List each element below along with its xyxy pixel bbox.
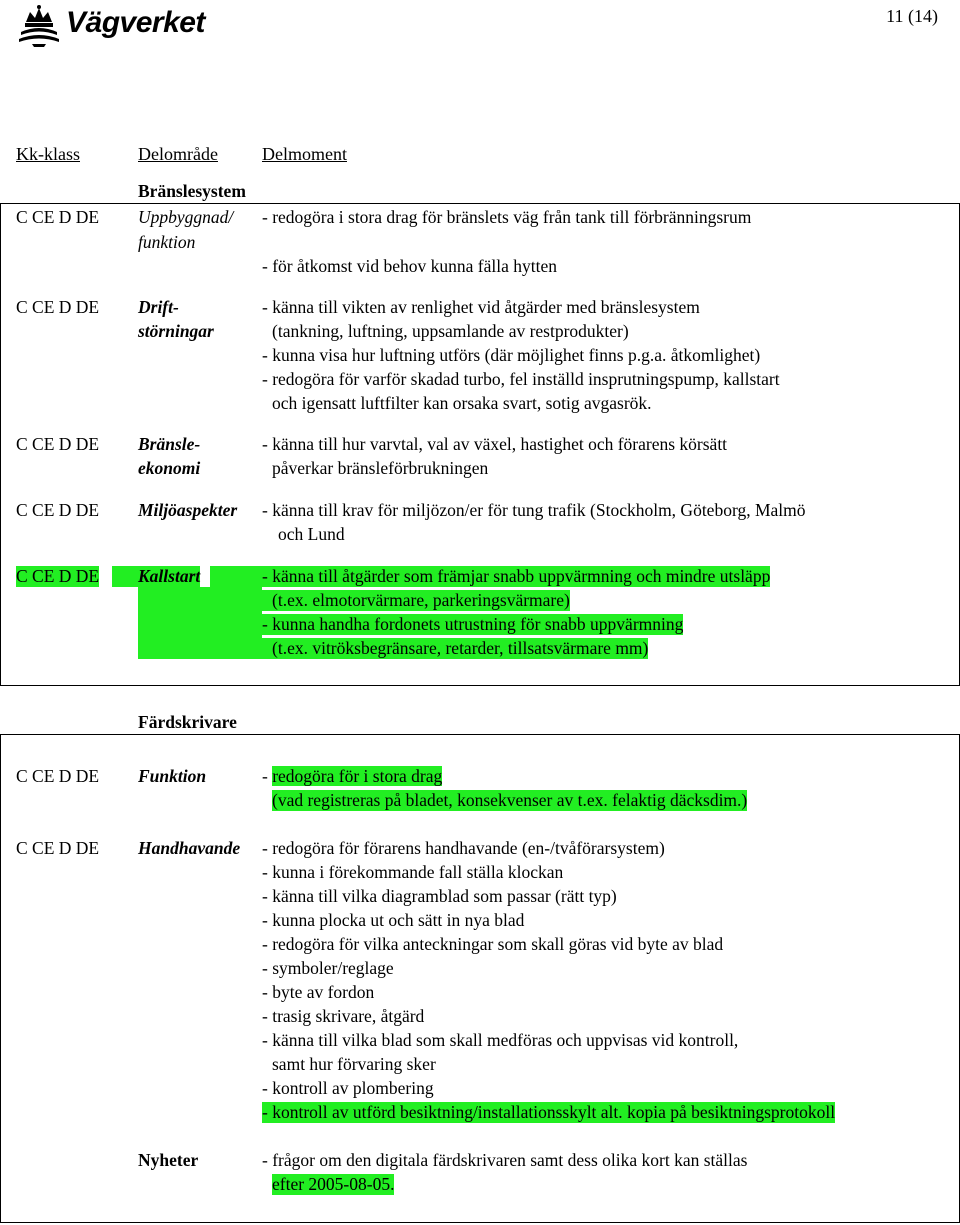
area-label: Bränsle- [138, 434, 201, 454]
area-label: Drift- [138, 297, 179, 317]
moment-line: - symboler/reglage [262, 958, 394, 978]
moment-line: - kontroll av utförd besiktning/installationsskylt alt. kopia på besiktningsprotokoll [262, 1102, 836, 1122]
column-header-kk-klass: Kk-klass [16, 144, 80, 164]
moment-line: - kunna handha fordonets utrustning för snabb uppvärmning [262, 614, 684, 634]
moment-line: (t.ex. vitröksbegränsare, retarder, tillsatsvärmare mm) [262, 638, 648, 659]
moment-line: (tankning, luftning, uppsamlande av restprodukter) [272, 321, 629, 341]
highlight-fill [210, 566, 262, 587]
logo-wordmark: Vägverket [66, 6, 205, 39]
moment-line: (t.ex. elmotorvärmare, parkeringsvärmare) [262, 590, 570, 611]
section-title-bransle: Bränslesystem [138, 181, 246, 201]
crown-emblem-icon [16, 4, 62, 48]
area-label: Nyheter [138, 1150, 199, 1170]
area-label: Uppbyggnad/ [138, 207, 234, 227]
moment-line: - redogöra för vilka anteckningar som skall göras vid byte av blad [262, 934, 724, 954]
kk-class: C CE D DE [16, 297, 100, 317]
highlight-fill [112, 566, 138, 587]
moment-line: - kunna plocka ut och sätt in nya blad [262, 910, 525, 930]
moment-line: - kontroll av plombering [262, 1078, 434, 1098]
moment-line: - för åtkomst vid behov kunna fälla hytten [262, 256, 557, 276]
moment-line: - trasig skrivare, åtgärd [262, 1006, 425, 1026]
kk-class: C CE D DE [16, 838, 100, 858]
moment-line: påverkar bränsleförbrukningen [272, 458, 489, 478]
kk-class: C CE D DE [16, 566, 100, 586]
highlight-fill [138, 587, 262, 659]
moment-line: - redogöra i stora drag för bränslets väg från tank till förbränningsrum [262, 207, 752, 227]
moment-line: samt hur förvaring sker [272, 1054, 436, 1074]
kk-class: C CE D DE [16, 500, 100, 520]
moment-line: (vad registreras på bladet, konsekvenser av t.ex. felaktig däcksdim.) [272, 790, 748, 810]
moment-line: - känna till vilka blad som skall medföras och uppvisas vid kontroll, [262, 1030, 739, 1050]
column-header-delomrade: Delområde [138, 144, 218, 164]
page-number: 11 (14) [886, 6, 938, 26]
moment-line: och igensatt luftfilter kan orsaka svart, sotig avgasrök. [272, 393, 652, 413]
moment-line: - känna till hur varvtal, val av växel, hastighet och förarens körsätt [262, 434, 728, 454]
kk-class: C CE D DE [16, 207, 100, 227]
moment-line: - frågor om den digitala färdskrivaren samt dess olika kort kan ställas [262, 1150, 748, 1170]
kk-class: C CE D DE [16, 766, 100, 786]
moment-line: - känna till krav för miljözon/er för tung trafik (Stockholm, Göteborg, Malmö [262, 500, 806, 520]
moment-line: efter 2005-08-05. [272, 1174, 395, 1194]
area-label: ekonomi [138, 458, 201, 478]
moment-line: - känna till åtgärder som främjar snabb uppvärmning och mindre utsläpp [262, 566, 771, 586]
moment-line: - byte av fordon [262, 982, 375, 1002]
moment-line: - kunna visa hur luftning utförs (där möjlighet finns p.g.a. åtkomlighet) [262, 345, 761, 365]
moment-line: - känna till vikten av renlighet vid åtgärder med bränslesystem [262, 297, 700, 317]
section-title-fardskrivare: Färdskrivare [138, 712, 237, 732]
kk-class: C CE D DE [16, 434, 100, 454]
area-label: störningar [138, 321, 214, 341]
highlight-text: redogöra för i stora drag [272, 766, 443, 786]
area-label: Miljöaspekter [138, 500, 238, 520]
area-label: Funktion [138, 766, 207, 786]
moment-line: - känna till vilka diagramblad som passar (rätt typ) [262, 886, 617, 906]
moment-line: - redogöra för varför skadad turbo, fel inställd insprutningspump, kallstart [262, 369, 780, 389]
moment-line: - kunna i förekommande fall ställa klockan [262, 862, 564, 882]
moment-line: och Lund [278, 524, 345, 544]
moment-line: - redogöra för förarens handhavande (en-/tvåförarsystem) [262, 838, 665, 858]
area-label: funktion [138, 232, 196, 252]
moment-line: - redogöra för i stora drag [262, 766, 443, 786]
vagverket-logo [16, 4, 216, 48]
column-header-delmoment: Delmoment [262, 144, 347, 164]
area-label: Handhavande [138, 838, 241, 858]
area-label: Kallstart [138, 566, 201, 586]
